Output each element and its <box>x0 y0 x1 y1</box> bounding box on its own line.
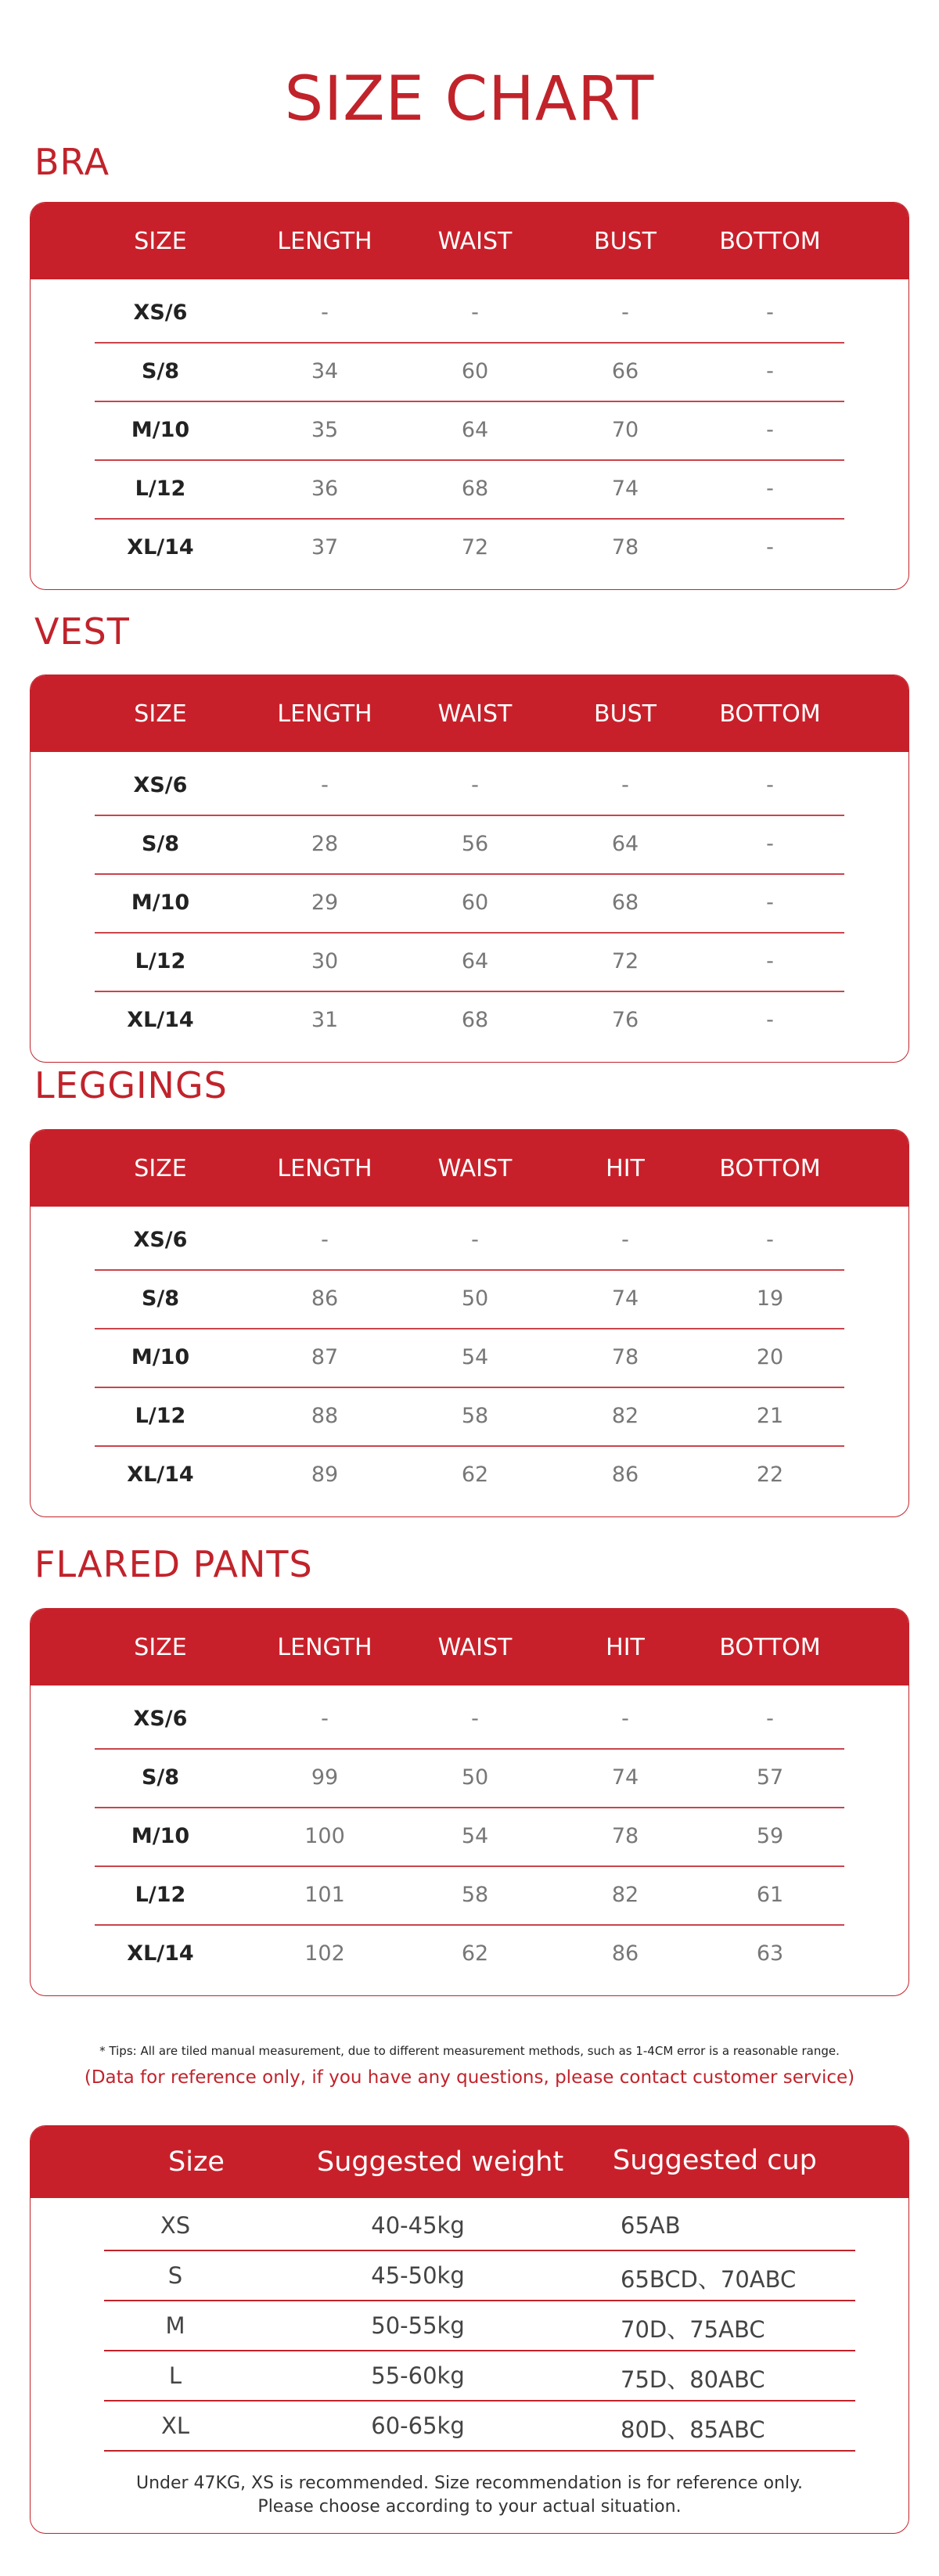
value-cell: 74 <box>611 1765 639 1790</box>
value-cell: - <box>471 1227 479 1252</box>
value-cell: 59 <box>756 1823 784 1848</box>
column-header: WAIST <box>437 1154 513 1182</box>
table-row <box>31 1327 909 1387</box>
table-row <box>31 1268 909 1328</box>
table-row <box>31 1689 909 1748</box>
value-cell: 78 <box>611 1344 639 1369</box>
value-cell: - <box>321 772 329 797</box>
size-cell: XL/14 <box>127 1941 194 1966</box>
column-header: LENGTH <box>277 700 372 728</box>
value-cell: 82 <box>611 1403 639 1428</box>
table-row <box>31 931 909 991</box>
section-title: VEST <box>34 610 130 653</box>
suggest-weight: 50-55kg <box>371 2312 465 2339</box>
size-cell: S/8 <box>141 1765 180 1790</box>
value-cell: 78 <box>611 1823 639 1848</box>
table-row <box>31 1923 909 1983</box>
column-header: LENGTH <box>277 1633 372 1661</box>
value-cell: 64 <box>461 417 489 442</box>
value-cell: - <box>766 890 774 915</box>
size-cell: XL/14 <box>127 1462 194 1487</box>
value-cell: 78 <box>611 534 639 559</box>
column-header: LENGTH <box>277 1154 372 1182</box>
value-cell: 89 <box>311 1462 339 1487</box>
size-cell: S/8 <box>141 831 180 856</box>
section-title: FLARED PANTS <box>34 1543 313 1585</box>
value-cell: - <box>471 1706 479 1731</box>
value-cell: 21 <box>756 1403 784 1428</box>
value-cell: 50 <box>461 1286 489 1311</box>
column-header: BOTTOM <box>719 700 821 728</box>
suggest-weight: 55-60kg <box>371 2362 465 2389</box>
size-cell: XS/6 <box>133 300 188 325</box>
value-cell: 74 <box>611 476 639 501</box>
value-cell: 34 <box>311 358 339 383</box>
value-cell: - <box>766 417 774 442</box>
size-cell: XL/14 <box>127 534 194 559</box>
column-header: SIZE <box>134 700 187 728</box>
size-cell: L/12 <box>135 1403 186 1428</box>
value-cell: 29 <box>311 890 339 915</box>
value-cell: 82 <box>611 1882 639 1907</box>
size-cell: S/8 <box>141 1286 180 1311</box>
value-cell: - <box>766 1007 774 1032</box>
column-header: SIZE <box>134 1633 187 1661</box>
table-header <box>31 1609 908 1686</box>
column-header: BUST <box>594 700 657 728</box>
section-title: LEGGINGS <box>34 1064 228 1106</box>
value-cell: 56 <box>461 831 489 856</box>
value-cell: - <box>766 300 774 325</box>
value-cell: - <box>766 476 774 501</box>
value-cell: - <box>321 1706 329 1731</box>
section-title: BRA <box>34 141 110 183</box>
value-cell: 64 <box>461 948 489 973</box>
header-cup: Suggested cup <box>613 2145 817 2176</box>
value-cell: 28 <box>311 831 339 856</box>
value-cell: 30 <box>311 948 339 973</box>
value-cell: 60 <box>461 358 489 383</box>
size-table <box>30 1129 909 1517</box>
value-cell: - <box>766 831 774 856</box>
table-row <box>31 755 909 815</box>
value-cell: - <box>321 300 329 325</box>
value-cell: 74 <box>611 1286 639 1311</box>
value-cell: - <box>621 772 629 797</box>
value-cell: 76 <box>611 1007 639 1032</box>
value-cell: - <box>766 1706 774 1731</box>
tips-text: * Tips: All are tiled manual measurement, due to different measurement methods, such as 1-4CM error is a reasonable range. <box>99 2044 840 2058</box>
value-cell: 72 <box>461 534 489 559</box>
footer-line-1: Under 47KG, XS is recommended. Size recommendation is for reference only. <box>135 2473 804 2493</box>
value-cell: 35 <box>311 417 339 442</box>
value-cell: 37 <box>311 534 339 559</box>
value-cell: 70 <box>611 417 639 442</box>
table-row <box>31 1747 909 1807</box>
footer-line-2: Please choose according to your actual situation. <box>257 2497 682 2517</box>
size-table <box>30 202 909 590</box>
value-cell: 86 <box>611 1941 639 1966</box>
value-cell: - <box>766 772 774 797</box>
value-cell: 50 <box>461 1765 489 1790</box>
table-header <box>31 203 908 279</box>
size-cell: M/10 <box>131 890 190 915</box>
value-cell: - <box>766 948 774 973</box>
suggest-weight: 40-45kg <box>371 2212 465 2239</box>
value-cell: - <box>621 1227 629 1252</box>
value-cell: 58 <box>461 1403 489 1428</box>
suggest-size: L <box>168 2362 182 2389</box>
suggestion-row <box>31 2301 908 2352</box>
value-cell: 63 <box>756 1941 784 1966</box>
column-header: BOTTOM <box>719 1633 821 1661</box>
size-cell: S/8 <box>141 358 180 383</box>
value-cell: 68 <box>461 1007 489 1032</box>
value-cell: - <box>621 300 629 325</box>
value-cell: 54 <box>461 1344 489 1369</box>
value-cell: 99 <box>311 1765 339 1790</box>
table-row <box>31 1865 909 1924</box>
value-cell: 62 <box>461 1941 489 1966</box>
table-row <box>31 1210 909 1269</box>
value-cell: - <box>766 358 774 383</box>
suggest-size: S <box>167 2262 183 2289</box>
column-header: WAIST <box>437 700 513 728</box>
column-header: WAIST <box>437 227 513 255</box>
value-cell: 88 <box>311 1403 339 1428</box>
value-cell: 58 <box>461 1882 489 1907</box>
value-cell: - <box>471 300 479 325</box>
size-cell: L/12 <box>135 1882 186 1907</box>
suggest-cup: 70D、75ABC <box>621 2316 765 2343</box>
value-cell: 31 <box>311 1007 339 1032</box>
value-cell: 22 <box>756 1462 784 1487</box>
value-cell: 101 <box>304 1882 345 1907</box>
value-cell: - <box>766 534 774 559</box>
value-cell: - <box>621 1706 629 1731</box>
table-row <box>31 517 909 577</box>
size-cell: XS/6 <box>133 1227 188 1252</box>
size-table <box>30 675 909 1063</box>
table-row <box>31 341 909 401</box>
size-cell: M/10 <box>131 1344 190 1369</box>
table-row <box>31 1445 909 1504</box>
value-cell: 100 <box>304 1823 345 1848</box>
header-size: Size <box>168 2146 225 2178</box>
column-header: HIT <box>606 1154 645 1182</box>
column-header: HIT <box>606 1633 645 1661</box>
size-table <box>30 1608 909 1996</box>
value-cell: 64 <box>611 831 639 856</box>
reference-note: (Data for reference only, if you have any questions, please contact customer service) <box>84 2067 855 2088</box>
table-row <box>31 990 909 1049</box>
table-row <box>31 814 909 873</box>
value-cell: - <box>471 772 479 797</box>
suggest-size: XL <box>160 2412 190 2439</box>
table-header <box>31 1130 908 1207</box>
value-cell: 68 <box>461 476 489 501</box>
row-divider <box>104 2450 855 2452</box>
size-cell: XS/6 <box>133 1706 188 1731</box>
table-row <box>31 400 909 459</box>
value-cell: 72 <box>611 948 639 973</box>
suggest-cup: 65AB <box>621 2212 681 2239</box>
suggest-weight: 45-50kg <box>371 2262 465 2289</box>
value-cell: 87 <box>311 1344 339 1369</box>
value-cell: 102 <box>304 1941 345 1966</box>
size-cell: M/10 <box>131 1823 190 1848</box>
suggestion-table <box>30 2125 909 2534</box>
value-cell: 62 <box>461 1462 489 1487</box>
column-header: BOTTOM <box>719 1154 821 1182</box>
table-row <box>31 459 909 518</box>
value-cell: 68 <box>611 890 639 915</box>
value-cell: - <box>766 1227 774 1252</box>
table-header <box>31 675 908 752</box>
header-weight: Suggested weight <box>317 2146 564 2178</box>
value-cell: - <box>321 1227 329 1252</box>
value-cell: 66 <box>611 358 639 383</box>
value-cell: 36 <box>311 476 339 501</box>
value-cell: 60 <box>461 890 489 915</box>
table-row <box>31 1386 909 1445</box>
size-cell: XS/6 <box>133 772 188 797</box>
value-cell: 86 <box>611 1462 639 1487</box>
column-header: BUST <box>594 227 657 255</box>
suggestion-row <box>31 2402 908 2452</box>
value-cell: 61 <box>756 1882 784 1907</box>
column-header: BOTTOM <box>719 227 821 255</box>
size-cell: XL/14 <box>127 1007 194 1032</box>
size-cell: L/12 <box>135 476 186 501</box>
suggest-cup: 80D、85ABC <box>621 2416 765 2443</box>
suggestion-header <box>31 2126 908 2198</box>
table-row <box>31 872 909 932</box>
size-cell: L/12 <box>135 948 186 973</box>
column-header: SIZE <box>134 227 187 255</box>
column-header: SIZE <box>134 1154 187 1182</box>
suggestion-row <box>31 2351 908 2402</box>
value-cell: 54 <box>461 1823 489 1848</box>
value-cell: 19 <box>756 1286 784 1311</box>
suggest-cup: 65BCD、70ABC <box>621 2266 797 2293</box>
value-cell: 20 <box>756 1344 784 1369</box>
column-header: WAIST <box>437 1633 513 1661</box>
page-title: SIZE CHART <box>284 64 655 135</box>
suggest-weight: 60-65kg <box>371 2412 465 2439</box>
suggest-size: XS <box>160 2212 191 2239</box>
suggest-size: M <box>165 2312 185 2339</box>
value-cell: 57 <box>756 1765 784 1790</box>
suggestion-row <box>31 2201 908 2252</box>
suggestion-row <box>31 2251 908 2302</box>
suggest-cup: 75D、80ABC <box>621 2366 765 2393</box>
table-row <box>31 1806 909 1865</box>
column-header: LENGTH <box>277 227 372 255</box>
table-row <box>31 282 909 342</box>
size-cell: M/10 <box>131 417 190 442</box>
value-cell: 86 <box>311 1286 339 1311</box>
